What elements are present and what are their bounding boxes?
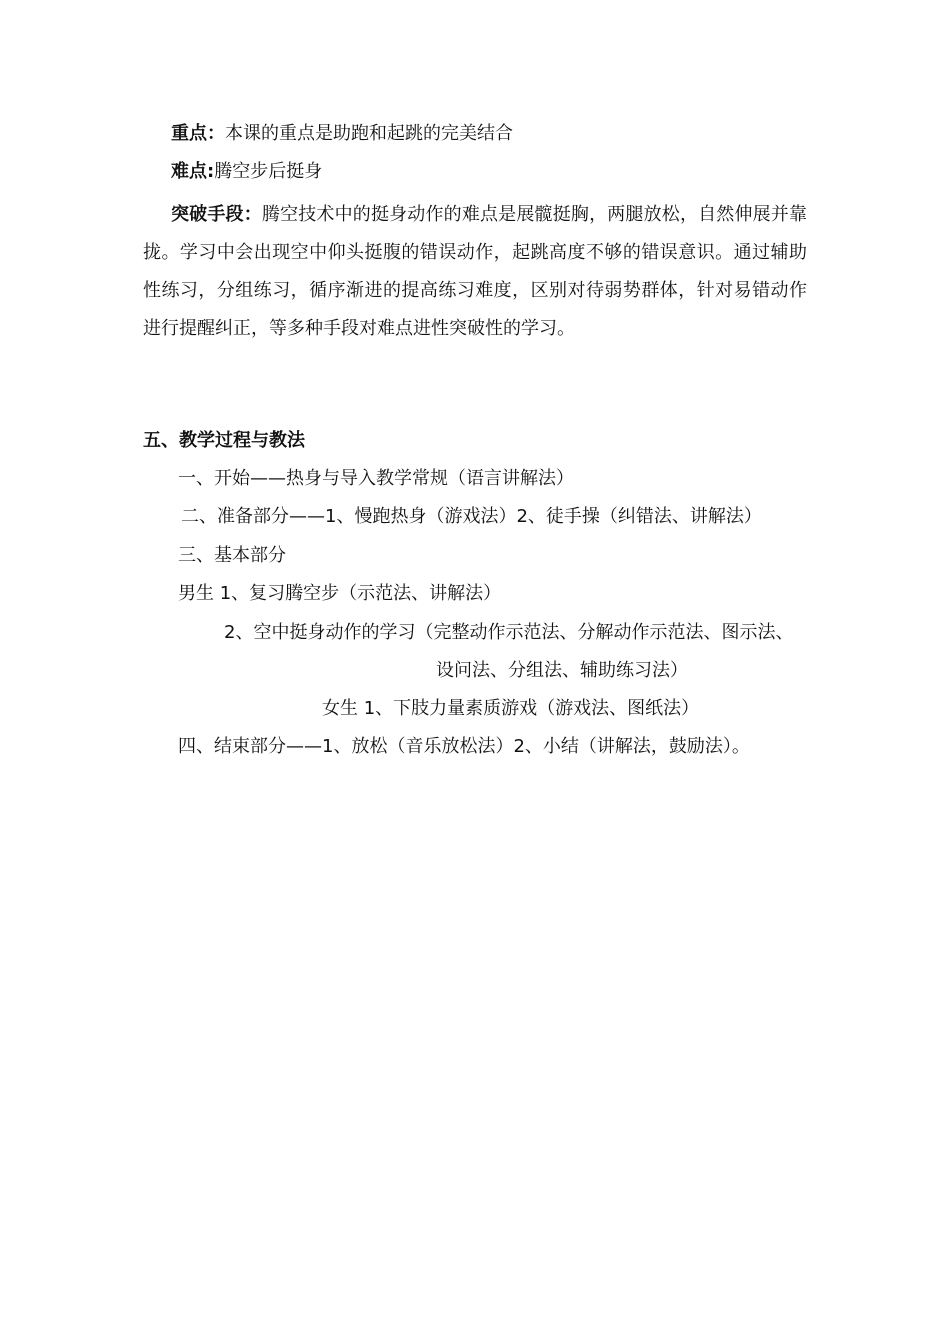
breakthrough-paragraph: [143, 196, 807, 348]
breakthrough-label: 突破手段：: [171, 204, 262, 225]
key-point-label: 重点：: [171, 123, 225, 144]
process-item-2: 二、准备部分——1、慢跑热身（游戏法）2、徒手操（纠错法、讲解法）: [181, 506, 762, 527]
process-item-3: 三、基本部分: [178, 545, 286, 566]
difficulty-line: [171, 158, 322, 186]
breakthrough-text: 腾空技术中的挺身动作的难点是展髋挺胸，两腿放松，自然伸展并靠拢。学习中会出现空中仰头挺腹的错误动作，起跳高度不够的错误意识。通过辅助性练习，分组练习，循序渐进的提高练习难度，区别对待弱势群体，针对易错动作进行提醒纠正，等多种手段对难点进性突破性的学习。: [143, 204, 808, 339]
process-item-4: 男生 1、复习腾空步（示范法、讲解法）: [178, 583, 502, 604]
section-heading: 五、教学过程与教法: [143, 430, 305, 451]
key-point-line: [171, 120, 513, 148]
difficulty-label: 难点:: [171, 161, 215, 182]
key-point-text: 本课的重点是助跑和起跳的完美结合: [225, 123, 513, 144]
process-item-7: 女生 1、下肢力量素质游戏（游戏法、图纸法）: [322, 698, 700, 719]
process-item-6: 设问法、分组法、辅助练习法）: [436, 660, 688, 681]
process-item-8: 四、结束部分——1、放松（音乐放松法）2、小结（讲解法，鼓励法）。: [178, 736, 750, 757]
difficulty-text: 腾空步后挺身: [214, 161, 323, 182]
process-item-1: 一、开始——热身与导入教学常规（语言讲解法）: [178, 468, 574, 489]
process-item-5: 2、空中挺身动作的学习（完整动作示范法、分解动作示范法、图示法、: [224, 622, 794, 643]
